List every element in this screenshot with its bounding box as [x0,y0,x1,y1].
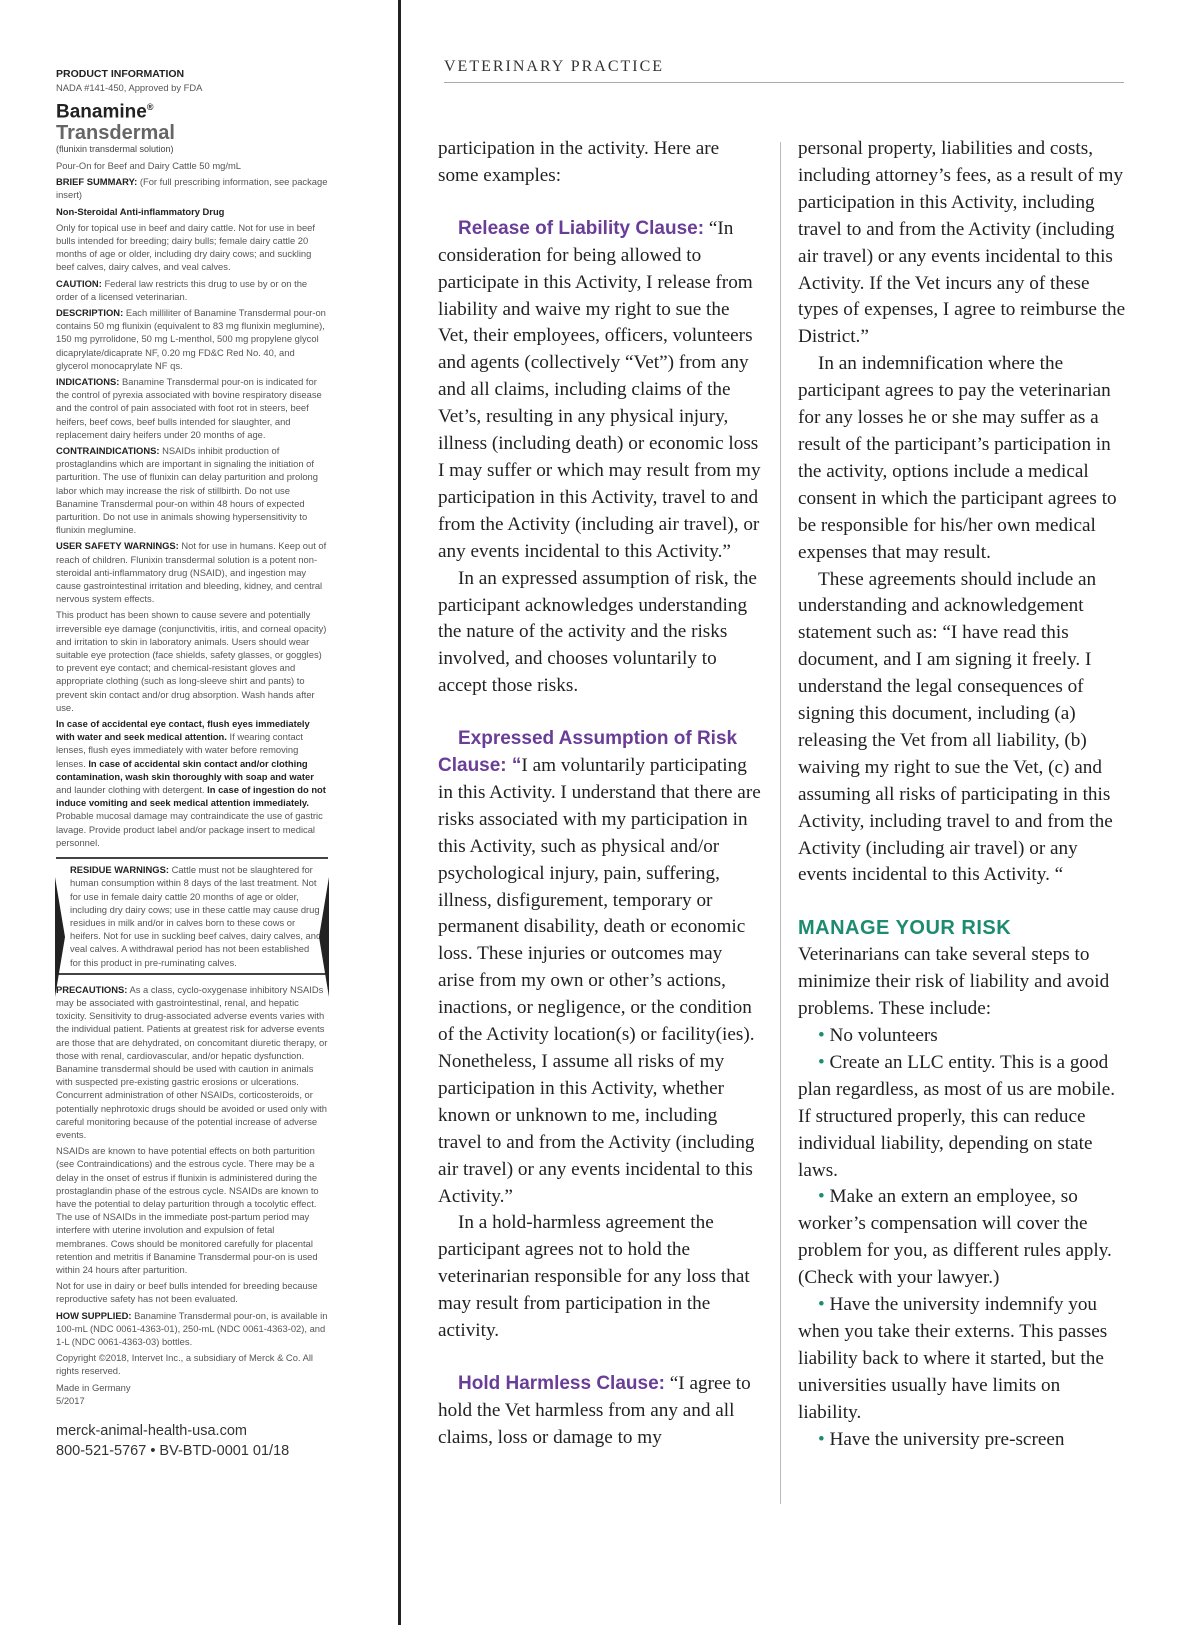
hold-harmless-heading: Hold Harmless Clause: [458,1372,665,1394]
phone-code: 800-521-5767 • BV-BTD-0001 01/18 [56,1443,290,1460]
residue-right-arrow-icon [319,877,329,997]
eye-contact-bold: In case of accidental eye contact, flush eyes immediately with water and seek medical attention. [56,718,310,743]
hold-harmless-text: “I agree to hold the Vet harmless from any and all claims, loss or damage to my [438,1372,751,1448]
list-item [798,1023,1128,1050]
residue-warnings-box [56,857,328,975]
list-item-text: Have the university indemnify you when you take their externs. This passes liability back to where it started, but the universities usually have limits on liability. [798,1294,1108,1423]
article-column-1 [438,136,763,1452]
ingestion-bold: In case of ingestion do not induce vomiting and seek medical attention immediately. [56,784,326,809]
brief-summary-label: BRIEF SUMMARY: [56,176,138,188]
bullet-icon: • [818,1294,825,1316]
manage-risk-intro: Veterinarians can take several steps to minimize their risk of liability and avoid problems. These include: [798,944,1110,1020]
expressed-clause-heading: Expressed Assumption of Risk Clause: “ [438,728,738,777]
indications [56,375,328,441]
precautions-text: As a class, cyclo-oxygenase inhibitory NSAIDs may be associated with gastrointestinal, renal, and hepatic toxicity. Sensitivity to drug-associated adverse events varies with the individual patient. Patients at greatest risk for adverse events are those that are dehydrated, on concomitant diuretic therapy, or those with renal, cardiovascular, and/or hepatic dysfunction. Banamine transdermal should be used with caution in animals with suspected pre-existing gastric erosions or ulcerations. Concurrent administration of other NSAIDs, corticosteroids, or potentially nephrotoxic drugs should be avoided or used only with careful monitoring because of the potential increase of adverse events. [56,983,328,1140]
acknowledgement-paragraph: These agreements should include an understanding and acknowledgement statement such as: “I have read this document, and I am signing it freely. I understand the legal consequences of signing this document, including (a) releasing the Vet from all liability, (b) waiving my right to sue the Vet, (c) and assuming all risks of participating in this Activity, including travel to and from the Activity (including air travel) or any events incidental to this Activity. “ [798,568,1113,886]
expressed-clause [438,726,763,1210]
product-info-header: PRODUCT INFORMATION [56,68,185,80]
skin-contact-text: and launder clothing with detergent. [56,784,205,796]
bullet-icon: • [818,1428,825,1450]
manage-risk-heading: MANAGE YOUR RISK [798,917,1012,940]
list-item-text: No volunteers [829,1025,938,1046]
how-supplied-text: Banamine Transdermal pour-on, is available in 100-mL (NDC 0061-4363-01), 250-mL (NDC 0061-4363-02), and 1-L (NDC 0061-4363-03) bottles. [56,1309,328,1347]
indications-label: INDICATIONS: [56,375,120,387]
brief-summary [56,175,328,201]
page-divider-line [398,0,401,1625]
bullet-icon: • [818,1051,825,1073]
contraindications [56,444,328,536]
product-information-panel [56,68,328,1461]
nsaid-label [56,205,328,218]
list-item [798,1184,1128,1292]
list-item [798,1292,1128,1427]
how-supplied-label: HOW SUPPLIED: [56,1309,132,1321]
list-item [798,1050,1128,1185]
made-in: Made in Germany [56,1381,131,1393]
user-safety-warnings [56,539,328,605]
brand-name [56,97,328,122]
website-link[interactable]: merck-animal-health-usa.com [56,1423,247,1440]
contraindications-text: NSAIDs inhibit production of prostaglandins which are important in signaling the initiation of parturition. The use of flunixin can delay parturition and prolong labor which may increase the risk of stillbirth. Do not use Banamine Transdermal pour-on within 48 hours of expected parturition. Do not use in animals showing hypersensitivity to flunixin meglumine. [56,445,318,536]
col1-intro: participation in the activity. Here are some examples: [438,138,720,186]
precautions-label: PRECAUTIONS: [56,983,128,995]
list-item-text: Make an extern an employee, so worker’s compensation will cover the problem for you, as different rules apply. (Check with your lawyer.) [798,1186,1112,1289]
col2-continuation: personal property, liabilities and costs, including attorney’s fees, as a result of my participation in this Activity, including travel to and from the Activity (including air travel) or any events incidental to this Activity. If the Vet incurs any of these types of expenses, I agree to reimburse the District.” [798,138,1126,348]
expressed-clause-text: I am voluntarily participating in this Activity. I understand that there are risks associated with my participation in this Activity, such as physical and/or psychological injury, pain, suffering, illness, disfigurement, temporary or permanent disability, death or economic loss. These injuries or outcomes may arise from my own or other’s actions, inactions, or negligence, or the condition of the Activity location(s) or facility(ies). Nonetheless, I assume all risks of my participation in this Activity, whether known or unknown to me, including travel to and from the Activity (including air travel) or any events incidental to this Activity.” [438,755,761,1207]
precautions [56,983,328,1141]
column-divider [780,142,781,1504]
accident-instructions [56,717,328,849]
brief-summary-text: (For full prescribing information, see package insert) [56,176,328,201]
skin-contact-bold: In case of accidental skin contact and/or clothing contamination, wash skin thoroughly with soap and water [56,757,314,782]
caution [56,277,328,303]
ingestion-text: Probable mucosal damage may contraindicate the use of gastric lavage. Provide product label and/or package insert to medical personnel. [56,810,323,848]
residue-left-arrow-icon [55,877,65,997]
hold-harmless-clause [438,1371,763,1452]
eye-damage-text: This product has been shown to cause severe and potentially irreversible eye damage (conjunctivitis, iritis, and corneal opacity) and irritation to skin in laboratory animals. Users should wear suitable eye protection (face shields, safety glasses, or goggles) to prevent eye contact; and chemical-resistant gloves and appropriate clothing (such as long-sleeve shirt and pants) to prevent skin contact and/or drug absorption. Wash hands after use. [56,609,327,713]
description [56,306,328,372]
pour-on-line: Pour-On for Beef and Dairy Cattle 50 mg/mL [56,159,241,171]
expressed-assumption-paragraph: In an expressed assumption of risk, the participant acknowledges understanding the nature of the activity and the risks involved, and chooses voluntarily to accept those risks. [438,567,757,697]
section-header: VETERINARY PRACTICE [444,58,1124,83]
eye-contact-text: If wearing contact lenses, flush eyes immediately with water before removing lenses. [56,731,303,769]
list-item-text: Have the university pre-screen [829,1428,1065,1450]
caution-text: Federal law restricts this drug to use by or on the order of a licensed veterinarian. [56,277,308,302]
release-clause [438,216,763,566]
release-clause-text: “In consideration for being allowed to participate in this Activity, I release from liability and waive my right to sue the Vet, their employees, officers, volunteers and agents (collectively “Vet”) from any and all claims, including claims of the Vet’s, resulting in any physical injury, illness (including death) or economic loss I may suffer or which may result from my participation in this Activity, travel to and from the Activity (including air travel), or any events incidental to this Activity.” [438,217,761,562]
caution-label: CAUTION: [56,277,102,289]
bulls-warning: Not for use in dairy or beef bulls intended for breeding because reproductive safety has not been evaluated. [56,1280,318,1305]
use-text: Only for topical use in beef and dairy cattle. Not for use in beef bulls intended for breeding; dairy bulls; female dairy cattle 20 months of age or older, including dry dairy cows; and suckling beef calves, dairy calves, and veal calves. [56,221,315,273]
contact-info [56,1421,328,1461]
residue-warnings [70,863,322,969]
article-column-2 [798,136,1128,1454]
nada-number: NADA #141-450, Approved by FDA [56,82,203,94]
description-label: DESCRIPTION: [56,306,124,318]
user-safety-text: Not for use in humans. Keep out of reach of children. Flunixin transdermal solution is a potent non-steroidal anti-inflammatory drug (NSAID), and ingestion may cause gastrointestinal irritation and bleeding, kidney, and central nervous system effects. [56,540,327,605]
bullet-icon: • [818,1025,825,1046]
description-text: Each milliliter of Banamine Transdermal pour-on contains 50 mg flunixin (equivalent to 83 mg flunixin meglumine), 150 mg pyrrolidone, 50 mg L-menthol, 500 mg propylene glycol dicaprylate/dicaprate NF, 0.20 mg FD&C Red No. 40, and glycerol monocaprylate NF qs. [56,306,326,371]
how-supplied [56,1309,328,1349]
brand-name-text: Banamine [56,101,147,123]
user-safety-label: USER SAFETY WARNINGS: [56,540,179,552]
release-clause-heading: Release of Liability Clause: [458,217,705,239]
list-item [798,1427,1128,1454]
indications-text: Banamine Transdermal pour-on is indicated for the control of pyrexia associated with bovine respiratory disease and the control of pain associated with foot rot in steers, beef heifers, beef cows, beef bulls intended for slaughter, and replacement dairy heifers under 20 months of age. [56,375,322,440]
contraindications-label: CONTRAINDICATIONS: [56,445,160,456]
nsaids-effects: NSAIDs are known to have potential effects on both parturition (see Contraindications) and the estrous cycle. There may be a delay in the onset of estrus if flunixin is administered during the prostaglandin phase of the estrous cycle. NSAIDs are known to have the potential to delay parturition through a tocolytic effect. The use of NSAIDs in the immediate post-partum period may interfere with uterine involution and expulsion of fetal membranes. Cows should be monitored carefully for placental retention and metritis if Banamine Transdermal pour-on is used within 24 hours after parturition. [56,1145,319,1275]
residue-text: Cattle must not be slaughtered for human consumption within 8 days of the last treatment. Not for use in female dairy cattle 20 months of age or older, including dry dairy cows; use in these cattle may cause drug residues in milk and/or in calves born to these cows or heifers. Not for use in suckling beef calves, dairy calves, and veal calves. A withdrawal period has not been established for this product in pre-ruminating calves. [70,864,322,968]
copyright: Copyright ©2018, Intervet Inc., a subsidiary of Merck & Co. All rights reserved. [56,1352,314,1377]
registered-mark: ® [146,102,154,113]
generic-name: (flunixin transdermal solution) [56,143,174,154]
hold-harmless-paragraph: In a hold-harmless agreement the participant agrees not to hold the veterinarian responsible for any loss that may result from participation in the activity. [438,1212,750,1342]
brand-subname: Transdermal [56,121,175,144]
list-item-text: Create an LLC entity. This is a good plan regardless, as most of us are mobile. If structured properly, this can reduce individual liability, depending on state laws. [798,1051,1116,1181]
residue-label: RESIDUE WARNINGS: [70,864,169,876]
nsaid-label-text: Non-Steroidal Anti-inflammatory Drug [56,205,225,217]
bullet-icon: • [818,1186,825,1208]
revision-date: 5/2017 [56,1394,85,1406]
indemnification-paragraph: In an indemnification where the participant agrees to pay the veterinarian for any losses he or she may suffer as a result of the participant’s participation in the activity, options include a medical consent in which the participant agrees to be responsible for his/her own medical expenses that may result. [798,353,1117,563]
